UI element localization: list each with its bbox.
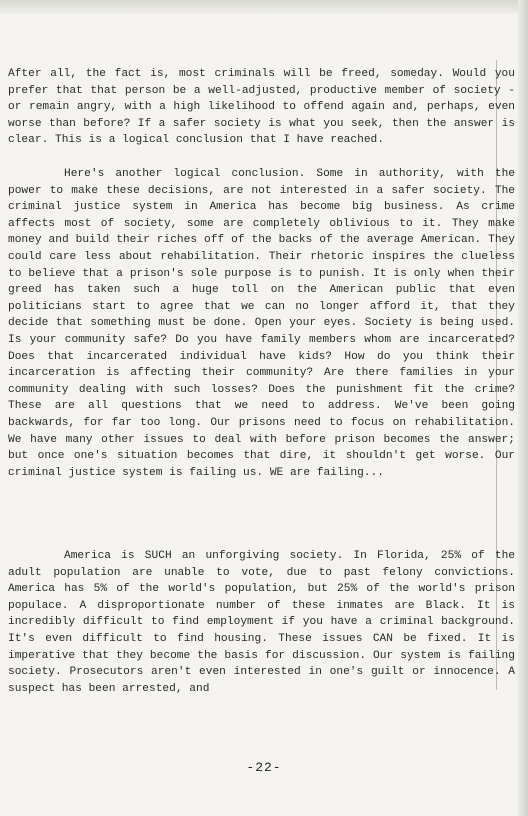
paragraph-1-text: After all, the fact is, most criminals will be freed, someday. Would you prefer that that person be a well-adjusted, productive member of society - or remain angry, with a high likelihood to offend again and, perhaps, even worse than before? If a safer society is what you seek, then the answer is clear. This is a logical conclusion that I have reached. xyxy=(8,68,515,147)
paragraph-3 xyxy=(8,548,515,697)
page-top-edge xyxy=(0,0,528,14)
paragraph-1 xyxy=(8,66,515,149)
paragraph-3-text: America is SUCH an unforgiving society. In Florida, 25% of the adult population are unable to vote, due to past felony convictions. America has 5% of the world's population, but 25% of the world's prison populace. A disproportionate number of these inmates are Black. It is incredibly difficult to find employment if you have a criminal background. It's even difficult to find housing. These issues CAN be fixed. It is imperative that they become the basis for discussion. Our system is failing society. Prosecutors aren't even interested in one's guilt or innocence. A suspect has been arrested, and xyxy=(8,550,515,695)
page-right-edge xyxy=(518,0,528,816)
page-number: -22- xyxy=(246,760,282,775)
paragraph-2-text: Here's another logical conclusion. Some in authority, with the power to make these decisions, are not interested in a safer society. The criminal justice system in America has become big business. As crime affects most of society, some are completely oblivious to it. They make money and build their riches off of the backs of the average American. They could care less about rehabilitation. Their rhetoric inspires the clueless to believe that a prison's sole purpose is to punish. It is only when their greed has taken such a huge toll on the American public that even politicians start to agree that we can no longer afford it, that they decide that something must be done. Open your eyes. Society is being used. Is your community safe? Do you have family members whom are incarcerated? Does that incarcerated individual have kids? How do you think their incarceration is affecting their community? Are there families in your community dealing with such losses? Does the punishment fit the crime? These are all questions that we need to address. We've been going backwards, for far too long. Our prisons need to focus on rehabilitation. We have many other issues to deal with before prison becomes the answer; but once one's situation becomes that dire, it shouldn't get worse. Our criminal justice system is failing us. WE are failing... xyxy=(8,168,515,479)
paragraph-2 xyxy=(8,166,515,481)
